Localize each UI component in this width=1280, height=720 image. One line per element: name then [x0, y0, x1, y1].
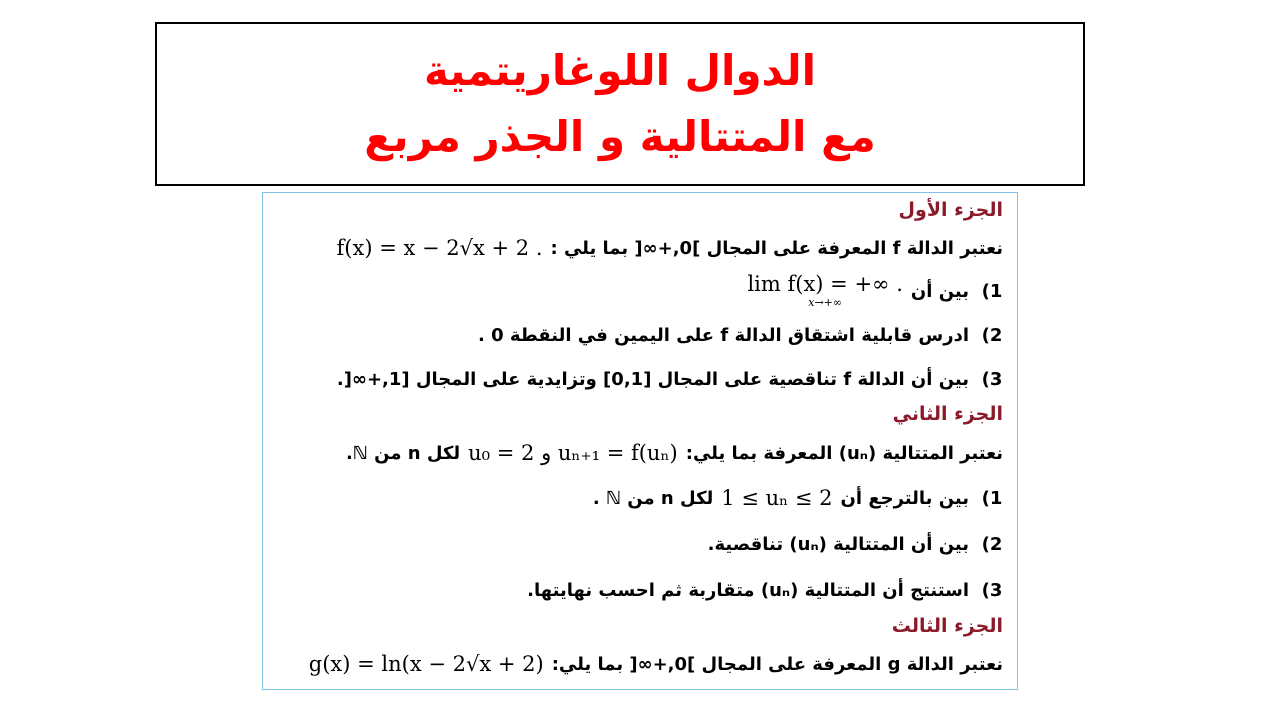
question-text: ادرس قابلية اشتقاق الدالة f على اليمين في النقطة 0 .	[477, 324, 969, 346]
question-number: 3)	[981, 368, 1003, 390]
part1-intro	[273, 227, 1003, 269]
question-tail: لكل n من ℕ .	[592, 487, 714, 509]
part1-question-1	[273, 269, 1003, 313]
limit-formula	[747, 274, 902, 308]
question-number: 1)	[981, 487, 1003, 509]
title-line-1: الدوال اللوغاريتمية	[424, 46, 816, 95]
question-text: بين بالترجع أن	[840, 487, 969, 509]
title-box	[155, 22, 1085, 186]
part3-intro	[273, 643, 1003, 685]
part2-question-3	[273, 567, 1003, 613]
part3-intro-formula: g(x) = ln(x − 2√x + 2)	[308, 652, 544, 676]
inequality-formula: 1 ≤ uₙ ≤ 2	[721, 486, 833, 510]
limit-expression: lim f(x) = +∞ .	[747, 272, 903, 296]
question-number: 1)	[981, 280, 1003, 302]
part2-question-1	[273, 475, 1003, 521]
part2-question-2	[273, 521, 1003, 567]
part1-heading: الجزء الأول	[898, 199, 1003, 221]
part2-intro-formula: u₀ = 2 و uₙ₊₁ = f(uₙ)	[468, 441, 678, 465]
question-number: 2)	[981, 533, 1003, 555]
exercise-content	[262, 192, 1018, 690]
question-number: 2)	[981, 324, 1003, 346]
question-number: 3)	[981, 579, 1003, 601]
part3-intro-text: نعتبر الدالة g المعرفة على المجال ]0,+∞[ بما يلي:	[551, 653, 1003, 675]
part3-heading: الجزء الثالث	[891, 615, 1003, 637]
title-line-2: مع المتتالية و الجذر مربع	[364, 112, 876, 161]
question-text: استنتج أن المتتالية (uₙ) متقاربة ثم احسب نهايتها.	[527, 579, 969, 601]
part2-intro-text: نعتبر المتتالية (uₙ) المعرفة بما يلي:	[685, 442, 1003, 464]
part2-heading: الجزء الثاني	[892, 403, 1003, 425]
part1-intro-formula: f(x) = x − 2√x + 2 .	[336, 236, 543, 260]
part1-question-2	[273, 313, 1003, 357]
question-text: بين أن الدالة f تناقصية على المجال [0,1] وتزايدية على المجال [1,+∞[.	[336, 368, 969, 390]
question-text: بين أن المتتالية (uₙ) تناقصية.	[707, 533, 969, 555]
limit-subscript: x→+∞	[808, 296, 843, 309]
part1-question-3	[273, 357, 1003, 401]
question-text: بين أن	[910, 280, 969, 302]
part2-intro	[273, 431, 1003, 475]
part2-intro-tail: لكل n من ℕ.	[345, 442, 461, 464]
part1-intro-text: نعتبر الدالة f المعرفة على المجال ]0,+∞[ بما يلي :	[550, 237, 1003, 259]
